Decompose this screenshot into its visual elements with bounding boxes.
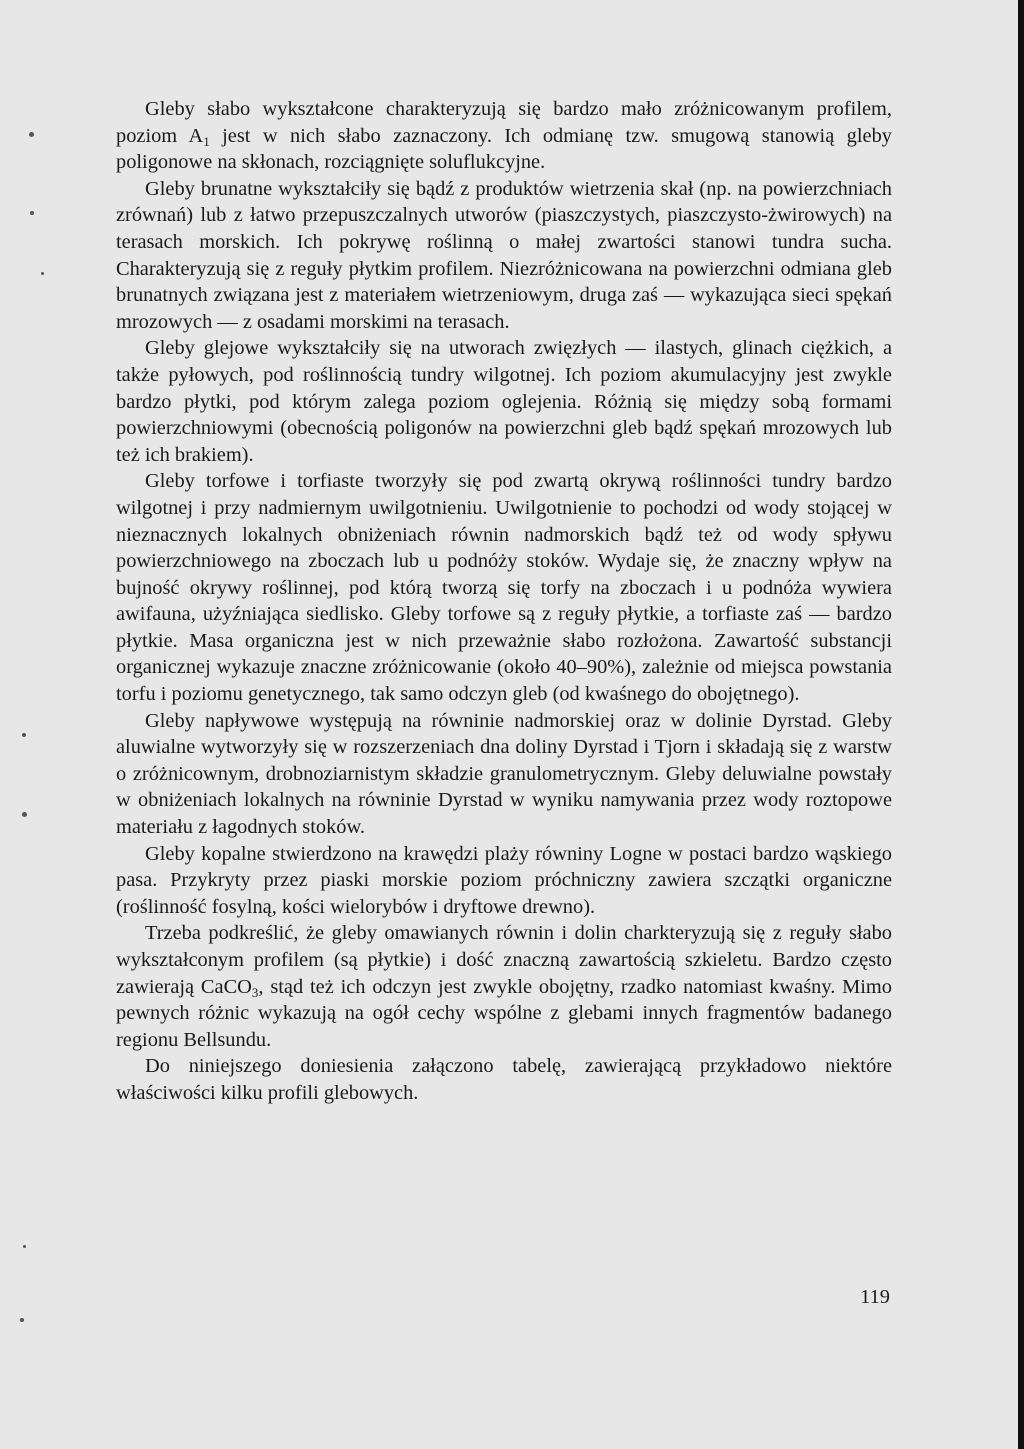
scan-speck [29,132,34,137]
paragraph: Gleby torfowe i torfiaste tworzyły się pod zwartą okrywą roślinności tundry bardzo wilgotnej i przy nadmiernym uwilgotnieniu. Uwilgotnienie to pochodzi od wody stojącej w nieznacznych lokalnych obniżeniach równin nadmorskich bądź też od wody spływu powierzchniowego na zboczach lub u podnóży stoków. Wydaje się, że znaczny wpływ na bujność okrywy roślinnej, pod którą tworzą się torfy na zboczach i u podnóża wywiera awifauna, użyźniająca siedlisko. Gleby torfowe są z reguły płytkie, a torfiaste zaś — bardzo płytkie. Masa organiczna jest w nich przeważnie słabo rozłożona. Zawartość substancji organicznej wykazuje znaczne zróżnicowanie (około 40–90%), zależnie od miejsca powstania torfu i poziomu genetycznego, tak samo odczyn gleb (od kwaśnego do obojętnego). [116,470,892,706]
paragraph: Gleby glejowe wykształciły się na utworach zwięzłych — ilastych, glinach ciężkich, a także pyłowych, pod roślinnością tundry wilgotnej. Ich poziom akumulacyjny jest zwykle bardzo płytki, pod którym zalega poziom oglejenia. Różnią się między sobą formami powierzchniowymi (obecnością poligonów na powierzchni gleb bądź spękań mrozowych lub też ich brakiem). [116,337,892,466]
body-text [116,96,892,1107]
paragraph: Gleby napływowe występują na równinie nadmorskiej oraz w dolinie Dyrstad. Gleby aluwialne wytworzyły się w rozszerzeniach dna doliny Dyrstad i Tjorn i składają się z warstw o zróżnicownym, drobnoziarnistym składzie granulometrycznym. Gleby deluwialne powstały w obniżeniach lokalnych na równinie Dyrstad w wyniku namywania przez wody roztopowe materiału z łagodnych stoków. [116,709,892,839]
scan-speck [22,812,27,817]
subscript: 1 [203,133,210,149]
scan-speck [30,211,34,215]
scan-speck [23,1245,26,1248]
scan-speck [22,733,26,737]
paragraph: Gleby słabo wykształcone charakteryzują się bardzo mało zróżnicowanym profilem, poziom $A_1$ jest w nich słabo zaznaczony. Ich odmianę tzw. smugową stanowią gleby poligonowe na skłonach, rozciągnięte soluflukcyjne. [116,98,892,174]
paragraph: Gleby brunatne wykształciły się bądź z produktów wietrzenia skał (np. na powierzchniach zrównań) lub z łatwo przepuszczalnych utworów (piaszczystych, piaszczysto-żwirowych) na terasach morskich. Ich pokrywę roślinną o małej zwartości stanowi tundra sucha. Charakteryzują się z reguły płytkim profilem. Niezróżnicowana na powierzchni odmiana gleb brunatnych związana jest z materiałem wietrzeniowym, druga zaś — wykazująca sieci spękań mrozowych — z osadami morskimi na terasach. [116,177,892,333]
paragraph: Trzeba podkreślić, że gleby omawianych równin i dolin charkteryzują się z reguły słabo wykształconym profilem (są płytkie) i dość znaczną zawartością szkieletu. Bardzo często zawierają CaCO$_3$, stąd też ich odczyn jest zwykle obojętny, rzadko natomiast kwaśny. Mimo pewnych różnic wykazują na ogół cechy wspólne z glebami innych fragmentów badanego regionu Bellsundu. [116,922,892,1051]
page-edge-shadow [1018,0,1024,1449]
page-number: 119 [860,1286,890,1308]
paragraph: Do niniejszego doniesienia załączono tabelę, zawierającą przykładowo niektóre właściwości kilku profili glebowych. [116,1055,892,1104]
subscript: 3 [251,984,259,1000]
scan-speck [20,1318,24,1322]
scan-speck [41,272,44,275]
paragraph: Gleby kopalne stwierdzono na krawędzi plaży równiny Logne w postaci bardzo wąskiego pasa. Przykryty przez piaski morskie poziom próchniczny zawiera szczątki organiczne (roślinność fosylną, kości wielorybów i dryftowe drewno). [116,842,892,918]
